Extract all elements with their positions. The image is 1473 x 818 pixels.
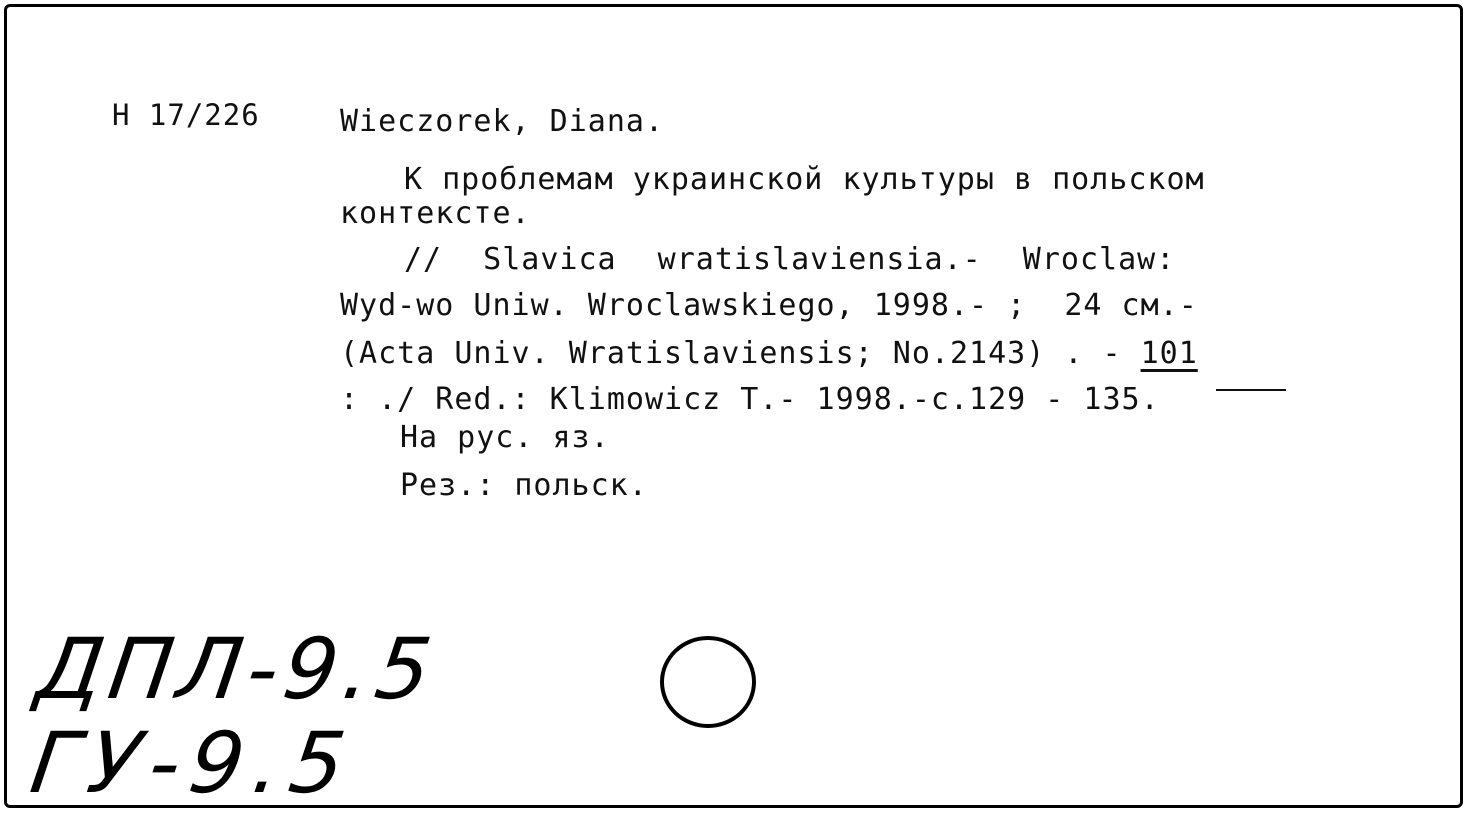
source-line-4: : ./ Red.: Klimowicz T.- 1998.-с.129 - 135. [340, 382, 1160, 417]
source-line-2: Wyd-wo Uniw. Wroclawskiego, 1998.- ; 24 см.- [340, 288, 1198, 323]
language-note: На рус. яз. [400, 420, 610, 455]
title-line-2: контексте. [340, 196, 531, 231]
source-line-1: // Slavica wratislaviensia.- Wroclaw: [404, 242, 1176, 277]
summary-note: Рез.: польск. [400, 468, 648, 503]
shelf-mark: Н 17/226 [112, 98, 260, 132]
punch-hole [660, 636, 756, 728]
source-line-3 [340, 336, 1198, 371]
title-line-1: К проблемам украинской культуры в польском [404, 162, 1205, 197]
volume-number: 101 [1140, 336, 1198, 371]
author-name: Wieczorek, Diana. [340, 104, 665, 139]
volume-rule [1216, 389, 1286, 391]
handwritten-code-1: ДПЛ-9.5 [31, 620, 443, 718]
handwritten-code-2: ГУ-9.5 [25, 714, 361, 812]
series-text: (Acta Univ. Wratislaviensis; No.2143) . - [340, 336, 1141, 371]
